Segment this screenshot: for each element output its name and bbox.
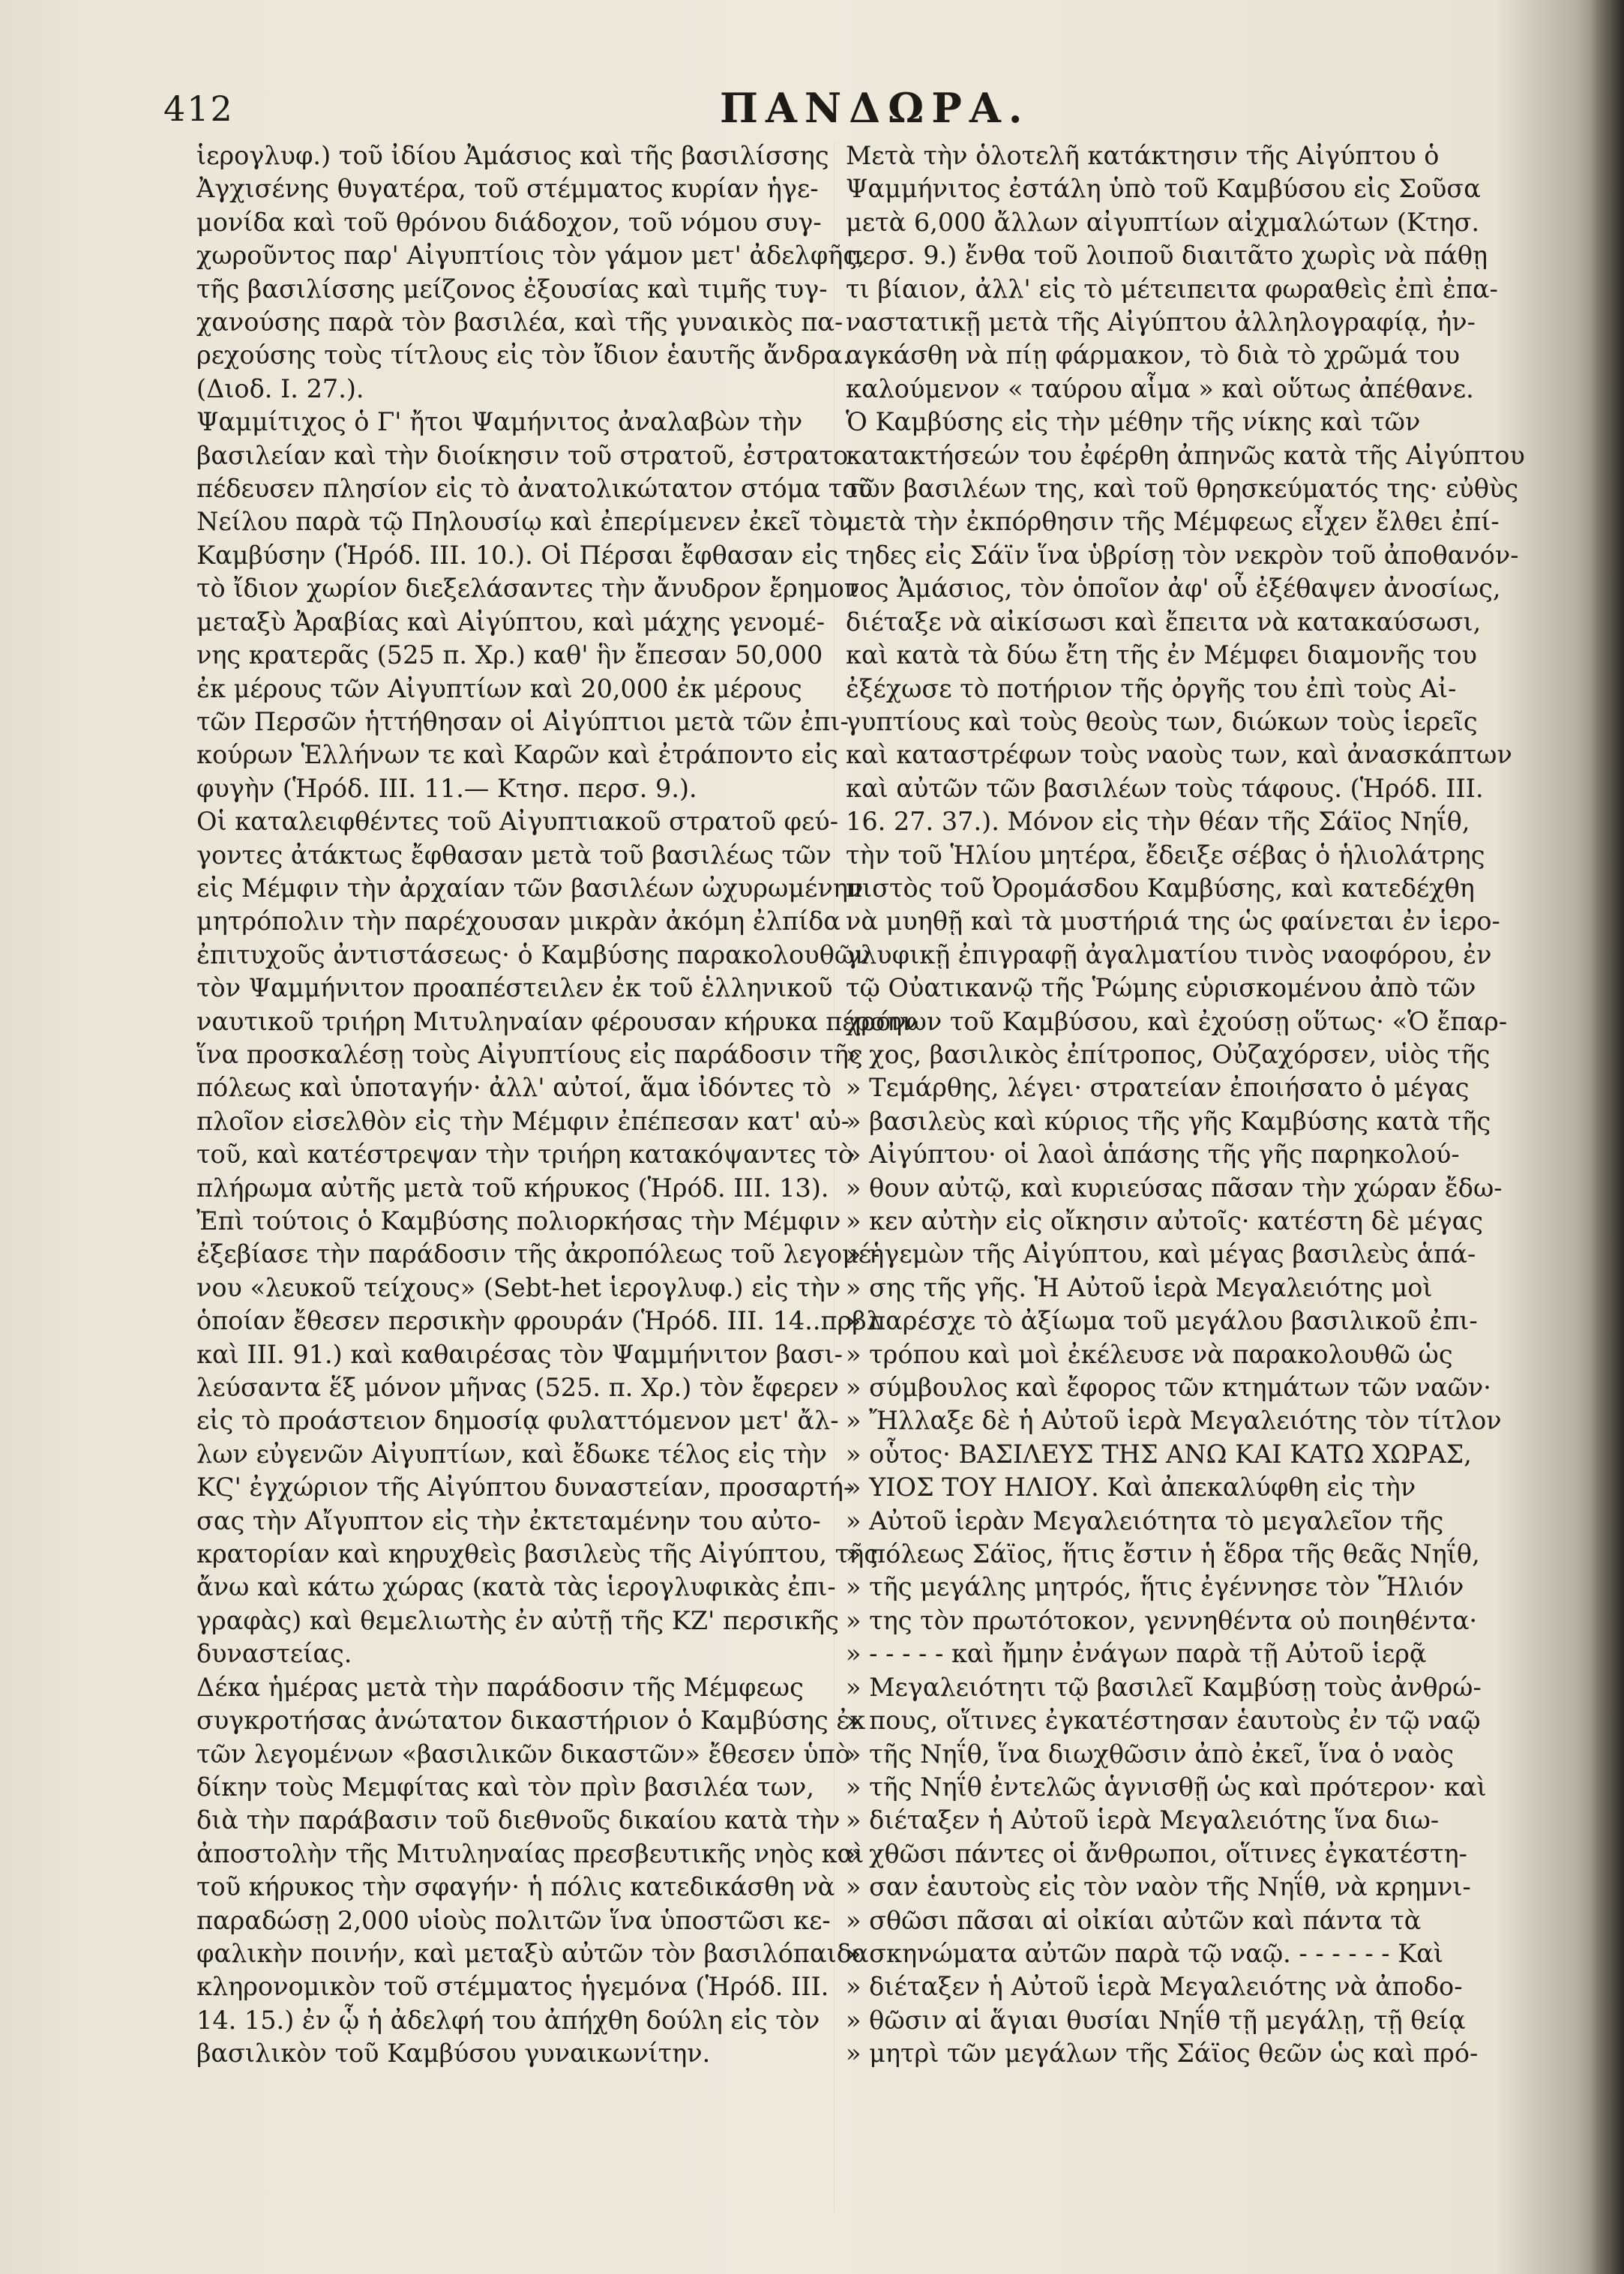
left-column-line: διὰ τὴν παράβασιν τοῦ διεθνοῦς δικαίου κατὰ τὴν — [196, 1805, 840, 1835]
left-column-line: τοῦ, καὶ κατέστρεψαν τὴν τριήρη κατακόψαντες τὸ — [196, 1140, 854, 1170]
left-column-line: ἀποστολὴν τῆς Μιτυληναίας πρεσβευτικῆς νηὸς καὶ — [196, 1838, 864, 1868]
left-column-line: ἄνω καὶ κάτω χώρας (κατὰ τὰς ἱερογλυφικὰς ἐπι- — [196, 1572, 836, 1602]
right-column-line: » Αἰγύπτου· οἱ λαοὶ ἁπάσης τῆς γῆς παρηκολού- — [846, 1140, 1460, 1170]
right-column-line: » θῶσιν αἱ ἅγιαι θυσίαι Νηΐθ τῇ μεγάλῃ, τῇ θείᾳ — [846, 2005, 1466, 2035]
left-column-line: μεταξὺ Ἀραβίας καὶ Αἰγύπτου, καὶ μάχης γενομέ- — [196, 607, 825, 637]
right-column-line: » σύμβουλος καὶ ἔφορος τῶν κτημάτων τῶν ναῶν· — [846, 1373, 1491, 1403]
right-column-line: » σθῶσι πᾶσαι αἱ οἰκίαι αὐτῶν καὶ πάντα τὰ — [846, 1905, 1422, 1935]
left-column-line: ἐπιτυχοῦς ἀντιστάσεως· ὁ Καμβύσης παρακολουθῶν — [196, 939, 870, 969]
right-column-line: » βασιλεὺς καὶ κύριος τῆς γῆς Καμβύσης κατὰ τῆς — [846, 1106, 1491, 1136]
left-column-line: παραδώσῃ 2,000 υἱοὺς πολιτῶν ἵνα ὑποστῶσι κε- — [196, 1905, 831, 1935]
binding-shadow — [1590, 0, 1624, 2274]
left-column-line: ναυτικοῦ τριήρη Μιτυληναίαν φέρουσαν κήρυκα πέρσην — [196, 1006, 918, 1036]
right-column-line: τος Ἀμάσιος, τὸν ὁποῖον ἀφ' οὗ ἐξέθαψεν ἀνοσίως, — [846, 574, 1501, 604]
left-column-line: εἰς τὸ προάστειον δημοσίᾳ φυλαττόμενον μετ' ἄλ- — [196, 1406, 839, 1436]
right-column-line: » σης τῆς γῆς. Ἡ Αὐτοῦ ἱερὰ Μεγαλειότης μοὶ — [846, 1272, 1433, 1302]
right-column-line: Μετὰ τὴν ὁλοτελῆ κατάκτησιν τῆς Αἰγύπτου ὁ — [846, 141, 1440, 170]
right-column-line: » Αὐτοῦ ἱερὰν Μεγαλειότητα τὸ μεγαλεῖον τῆς — [846, 1506, 1444, 1535]
left-column-line: κρατορίαν καὶ κηρυχθεὶς βασιλεὺς τῆς Αἰγύπτου, τῆς — [196, 1539, 879, 1569]
right-column-line: τηδες εἰς Σάϊν ἵνα ὑβρίσῃ τὸν νεκρὸν τοῦ ἀποθανόν- — [846, 540, 1519, 570]
left-column-line: τῶν Περσῶν ἡττήθησαν οἱ Αἰγύπτιοι μετὰ τῶν ἐπι- — [196, 706, 849, 736]
page-number: 412 — [163, 88, 234, 129]
right-column-line: » Τεμάρθης, λέγει· στρατείαν ἐποιήσατο ὁ μέγας — [846, 1073, 1470, 1103]
left-column-line: πλήρωμα αὐτῆς μετὰ τοῦ κήρυκος (Ἡρόδ. III. 13). — [196, 1173, 829, 1203]
left-column-line: Οἱ καταλειφθέντες τοῦ Αἰγυπτιακοῦ στρατοῦ φεύ- — [196, 807, 839, 837]
left-column-line: πλοῖον εἰσελθὸν εἰς τὴν Μέμφιν ἐπέπεσαν κατ' αὐ- — [196, 1106, 850, 1136]
left-column-line: τῶν λεγομένων «βασιλικῶν δικαστῶν» ἔθεσεν ὑπὸ — [196, 1739, 850, 1769]
right-column-line: γλυφικῇ ἐπιγραφῇ ἀγαλματίου τινὸς ναοφόρου, ἐν — [846, 939, 1492, 969]
left-column-line: Ἐπὶ τούτοις ὁ Καμβύσης πολιορκήσας τὴν Μέμφιν — [196, 1206, 841, 1236]
left-column-line: νης κρατερᾶς (525 π. Χρ.) καθ' ἣν ἔπεσαν 50,000 — [196, 640, 823, 670]
left-column-line: καὶ III. 91.) καὶ καθαιρέσας τὸν Ψαμμήνιτον βασι- — [196, 1339, 843, 1369]
right-column-line: » ἡγεμὼν τῆς Αἰγύπτου, καὶ μέγας βασιλεὺς ἁπά- — [846, 1239, 1476, 1269]
left-column-line: φυγὴν (Ἡρόδ. III. 11.— Κτησ. περσ. 9.). — [196, 773, 697, 803]
right-column-line: περσ. 9.) ἔνθα τοῦ λοιποῦ διαιτᾶτο χωρὶς νὰ πάθῃ — [846, 241, 1488, 271]
left-column-line: Καμβύσην (Ἡρόδ. III. 10.). Οἱ Πέρσαι ἔφθασαν εἰς — [196, 540, 839, 570]
right-column-line: » χθῶσι πάντες οἱ ἄνθρωποι, οἵτινες ἐγκατέστη- — [846, 1838, 1467, 1868]
right-column-line: ναστατικῇ μετὰ τῆς Αἰγύπτου ἀλληλογραφίᾳ, ἠν- — [846, 307, 1476, 337]
right-column-line: » θουν αὐτῷ, καὶ κυριεύσας πᾶσαν τὴν χώραν ἔδω- — [846, 1173, 1503, 1203]
left-column-line: γραφὰς) καὶ θεμελιωτὴς ἐν αὐτῇ τῆς ΚΖ' περσικῆς — [196, 1605, 839, 1635]
right-column-line: τῷ Οὐατικανῷ τῆς Ῥώμης εὑρισκομένου ἀπὸ τῶν — [846, 973, 1476, 1003]
left-column-line: κληρονομικὸν τοῦ στέμματος ἡγεμόνα (Ἡρόδ. III. — [196, 1972, 829, 2002]
left-column-line: φαλικὴν ποινήν, καὶ μεταξὺ αὐτῶν τὸν βασιλόπαιδα — [196, 1938, 869, 1968]
right-column-line: 16. 27. 37.). Μόνον εἰς τὴν θέαν τῆς Σάϊος Νηΐθ, — [846, 807, 1470, 837]
left-column-line: μητρόπολιν τὴν παρέχουσαν μικρὰν ἀκόμη ἐλπίδα — [196, 906, 840, 936]
left-column-line: γοντες ἀτάκτως ἔφθασαν μετὰ τοῦ βασιλέως τῶν — [196, 840, 831, 870]
right-column-line: τὴν τοῦ Ἡλίου μητέρα, ἔδειξε σέβας ὁ ἡλιολάτρης — [846, 840, 1485, 870]
right-column-line: καὶ κατὰ τὰ δύω ἔτη τῆς ἐν Μέμφει διαμονῆς του — [846, 640, 1478, 670]
left-column-line: λων εὐγενῶν Αἰγυπτίων, καὶ ἔδωκε τέλος εἰς τὴν — [196, 1439, 828, 1469]
left-column-line: πόλεως καὶ ὑποταγήν· ἀλλ' αὐτοί, ἅμα ἰδόντες τὸ — [196, 1073, 831, 1103]
right-column-line: καὶ αὐτῶν τῶν βασιλέων τοὺς τάφους. (Ἡρόδ. III. — [846, 773, 1484, 803]
right-column-line: αγκάσθη νὰ πίῃ φάρμακον, τὸ διὰ τὸ χρῶμά του — [846, 340, 1461, 370]
left-column-line: τὸ ἴδιον χωρίον διεξελάσαντες τὴν ἄνυδρον ἔρημον — [196, 574, 860, 604]
right-column-line: » κεν αὐτὴν εἰς οἴκησιν αὐτοῖς· κατέστη δὲ μέγας — [846, 1206, 1484, 1236]
right-column-line: νὰ μυηθῇ καὶ τὰ μυστήριά της ὡς φαίνεται ἐν ἱερο- — [846, 906, 1500, 936]
left-column-line: κούρων Ἑλλήνων τε καὶ Καρῶν καὶ ἐτράποντο εἰς — [196, 740, 838, 770]
right-column-line: » πους, οἵτινες ἐγκατέστησαν ἑαυτοὺς ἐν τῷ ναῷ — [846, 1706, 1481, 1736]
left-column-line: μονίδα καὶ τοῦ θρόνου διάδοχον, τοῦ νόμου συγ- — [196, 207, 822, 237]
right-column-line: καλούμενον « ταύρου αἷμα » καὶ οὕτως ἀπέθανε. — [846, 373, 1474, 403]
right-column-line: μετὰ 6,000 ἄλλων αἰγυπτίων αἰχμαλώτων (Κτησ. — [846, 207, 1480, 237]
left-column-line: χωροῦντος παρ' Αἰγυπτίοις τὸν γάμον μετ' ἀδελφῆς, — [196, 241, 865, 271]
left-column-line: Δέκα ἡμέρας μετὰ τὴν παράδοσιν τῆς Μέμφεως — [196, 1672, 804, 1702]
right-column-line: διέταξε νὰ αἰκίσωσι καὶ ἔπειτα νὰ κατακαύσωσι, — [846, 607, 1482, 637]
right-column-line: » Ἤλλαξε δὲ ἡ Αὐτοῦ ἱερὰ Μεγαλειότης τὸν τίτλον — [846, 1406, 1502, 1436]
left-column-line: ἐκ μέρους τῶν Αἰγυπτίων καὶ 20,000 ἐκ μέρους — [196, 673, 802, 703]
right-column-line: » τῆς μεγάλης μητρός, ἥτις ἐγέννησε τὸν Ἥλιόν — [846, 1572, 1464, 1602]
left-column-line: τοῦ κήρυκος τὴν σφαγήν· ἡ πόλις κατεδικάσθη νὰ — [196, 1872, 835, 1902]
right-column-line: » τῆς Νηΐθ ἐντελῶς ἁγνισθῇ ὡς καὶ πρότερον· καὶ — [846, 1772, 1487, 1802]
right-column-line: » σαν ἑαυτοὺς εἰς τὸν ναὸν τῆς Νηΐθ, νὰ κρημνι- — [846, 1872, 1471, 1902]
left-column-line: βασιλείαν καὶ τὴν διοίκησιν τοῦ στρατοῦ, ἐστρατο- — [196, 440, 857, 470]
right-column-line: » μητρὶ τῶν μεγάλων τῆς Σάϊος θεῶν ὡς καὶ πρό- — [846, 2039, 1479, 2069]
right-column-line: ἐξέχωσε τὸ ποτήριον τῆς ὀργῆς του ἐπὶ τοὺς Αἰ- — [846, 673, 1457, 703]
right-column-line: πιστὸς τοῦ Ὀρομάσδου Καμβύσης, καὶ κατεδέχθη — [846, 873, 1475, 903]
left-column — [196, 139, 918, 2071]
left-column-line: πέδευσεν πλησίον εἰς τὸ ἀνατολικώτατον στόμα τοῦ — [196, 474, 873, 504]
left-column-line: Νείλου παρὰ τῷ Πηλουσίῳ καὶ ἐπερίμενεν ἐκεῖ τὸν — [196, 507, 853, 537]
right-column-line: Ψαμμήνιτος ἐστάλη ὑπὸ τοῦ Καμβύσου εἰς Σοῦσα — [846, 174, 1481, 204]
right-column-line: τι βίαιον, ἀλλ' εἰς τὸ μέτειπειτα φωραθεὶς ἐπὶ ἐπα- — [846, 274, 1498, 304]
running-head: ΠΑΝΔΩΡΑ. — [720, 84, 1030, 132]
left-column-line: συγκροτήσας ἀνώτατον δικαστήριον ὁ Καμβύσης ἐκ — [196, 1706, 866, 1736]
left-column-line: τὸν Ψαμμήνιτον προαπέστειλεν ἐκ τοῦ ἑλληνικοῦ — [196, 973, 833, 1003]
left-column-line: εἰς Μέμφιν τὴν ἀρχαίαν τῶν βασιλέων ὠχυρωμένην — [196, 873, 864, 903]
left-column-line: ἱερογλυφ.) τοῦ ἰδίου Ἀμάσιος καὶ τῆς βασιλίσσης — [196, 141, 829, 170]
right-column-line: γυπτίους καὶ τοὺς θεοὺς των, διώκων τοὺς ἱερεῖς — [846, 706, 1478, 736]
left-column-line: (Διοδ. I. 27.). — [196, 373, 364, 403]
left-column-line: 14. 15.) ἐν ᾧ ἡ ἀδελφή του ἀπήχθη δούλη εἰς τὸν — [196, 2005, 820, 2035]
right-column-line: μετὰ τὴν ἐκπόρθησιν τῆς Μέμφεως εἶχεν ἔλθει ἐπί- — [846, 507, 1500, 537]
left-column-line: ΚϚ' ἐγχώριον τῆς Αἰγύπτου δυναστείαν, προσαρτή- — [196, 1473, 852, 1503]
left-column-line: Ἀγχισένης θυγατέρα, τοῦ στέμματος κυρίαν ἡγε- — [196, 174, 819, 204]
left-column-line: ρεχούσης τοὺς τίτλους εἰς τὸν ἴδιον ἑαυτῆς ἄνδρα. — [196, 340, 851, 370]
left-column-line: ἵνα προσκαλέσῃ τοὺς Αἰγυπτίους εἰς παράδοσιν τῆς — [196, 1039, 863, 1069]
right-column-line: χρόνων τοῦ Καμβύσου, καὶ ἐχούσῃ οὕτως· «Ὁ ἔπαρ- — [846, 1006, 1508, 1036]
left-column-line: βασιλικὸν τοῦ Καμβύσου γυναικωνίτην. — [196, 2039, 711, 2069]
left-column-line: σας τὴν Αἴγυπτον εἰς τὴν ἐκτεταμένην του αὐτο- — [196, 1506, 821, 1535]
right-column-line: καὶ καταστρέφων τοὺς ναοὺς των, καὶ ἀνασκάπτων — [846, 740, 1512, 770]
right-column-line: » διέταξεν ἡ Αὐτοῦ ἱερὰ Μεγαλειότης ἵνα διω- — [846, 1805, 1440, 1835]
right-column-line: » τρόπου καὶ μοὶ ἐκέλευσε νὰ παρακολουθῶ ὡς — [846, 1339, 1453, 1369]
right-column-line: » - - - - - καὶ ἤμην ἐνάγων παρὰ τῇ Αὐτοῦ ἱερᾷ — [846, 1639, 1427, 1669]
right-column-line: Ὁ Καμβύσης εἰς τὴν μέθην τῆς νίκης καὶ τῶν — [846, 407, 1421, 437]
left-column-line: ὁποίαν ἔθεσεν περσικὴν φρουράν (Ἡρόδ. III. 14..πρβλ — [196, 1306, 882, 1336]
left-column-line: ἐξεβίασε τὴν παράδοσιν τῆς ἀκροπόλεως τοῦ λεγομέ- — [196, 1239, 880, 1269]
left-column-line: τῆς βασιλίσσης μείζονος ἐξουσίας καὶ τιμῆς τυγ- — [196, 274, 828, 304]
right-column-line: κατακτήσεών του ἐφέρθη ἀπηνῶς κατὰ τῆς Αἰγύπτου — [846, 440, 1525, 470]
right-column-line: » οὗτος· ΒΑΣΙΛΕΥΣ ΤΗΣ ΑΝΩ ΚΑΙ ΚΑΤΩ ΧΩΡΑΣ, — [846, 1439, 1472, 1469]
left-column-line: δίκην τοὺς Μεμφίτας καὶ τὸν πρὶν βασιλέα των, — [196, 1772, 815, 1802]
right-column-line: » πόλεως Σάϊος, ἥτις ἔστιν ἡ ἕδρα τῆς θεᾶς Νηΐθ, — [846, 1539, 1480, 1569]
right-column-line: » διέταξεν ἡ Αὐτοῦ ἱερὰ Μεγαλειότης νὰ ἀποδο- — [846, 1972, 1463, 2002]
right-column-line: » τῆς Νηΐθ, ἵνα διωχθῶσιν ἀπὸ ἐκεῖ, ἵνα ὁ ναὸς — [846, 1739, 1455, 1769]
right-column — [846, 139, 1525, 2071]
right-column-line: » της τὸν πρωτότοκον, γεννηθέντα οὐ ποιηθέντα· — [846, 1605, 1478, 1635]
right-column-line: » ΥΙΟΣ ΤΟΥ ΗΛΙΟΥ. Καὶ ἀπεκαλύφθη εἰς τὴν — [846, 1473, 1416, 1503]
right-column-line: » Μεγαλειότητι τῷ βασιλεῖ Καμβύσῃ τοὺς ἀνθρώ- — [846, 1672, 1482, 1702]
right-column-line: τῶν βασιλέων της, καὶ τοῦ θρησκεύματός της· εὐθὺς — [846, 474, 1519, 504]
left-column-line: Ψαμμίτιχος ὁ Γ' ἤτοι Ψαμήνιτος ἀναλαβὼν τὴν — [196, 407, 803, 437]
left-column-line: λεύσαντα ἕξ μόνον μῆνας (525. π. Χρ.) τὸν ἔφερεν — [196, 1373, 839, 1403]
right-column-line: » παρέσχε τὸ ἀξίωμα τοῦ μεγάλου βασιλικοῦ ἐπι- — [846, 1306, 1478, 1336]
left-column-line: χανούσης παρὰ τὸν βασιλέα, καὶ τῆς γυναικὸς πα- — [196, 307, 843, 337]
right-column-line: » σκηνώματα αὐτῶν παρὰ τῷ ναῷ. - - - - - - Καὶ — [846, 1938, 1444, 1968]
left-column-line: δυναστείας. — [196, 1639, 352, 1669]
right-column-line: » χος, βασιλικὸς ἐπίτροπος, Οὐζαχόρσεν, υἱὸς τῆς — [846, 1039, 1491, 1069]
left-column-line: νου «λευκοῦ τείχους» (Sebt-het ἱερογλυφ.) εἰς τὴν — [196, 1272, 841, 1302]
